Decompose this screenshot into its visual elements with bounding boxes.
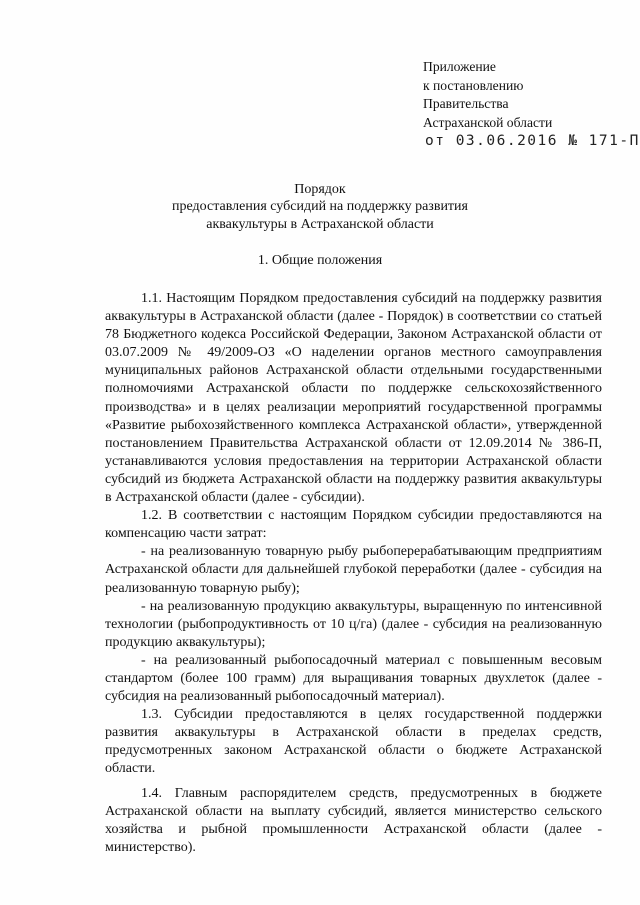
document-body <box>105 290 602 857</box>
paragraph-1-1: 1.1. Настоящим Порядком предоставления субсидий на поддержку развития аквакультуры в Астраханской области (далее - Порядок) в соответствии со статьей 78 Бюджетного кодекса Российской Федерации, Законом Астраханской области от 03.07.2009 № 49/2009-ОЗ «О наделении органов местного самоуправления муниципальных районов Астраханской области отдельными государственными полномочиями Астраханской области по поддержке сельскохозяйственного производства» и в целях реализации мероприятий государственной программы «Развитие рыбохозяйственного комплекса Астраханской области», утвержденной постановлением Правительства Астраханской области от 12.09.2014 № 386-П, устанавливаются условия предоставления на территории Астраханской области субсидий из бюджета Астраханской области на поддержку развития аквакультуры в Астраханской области (далее - субсидии). <box>105 291 602 506</box>
paragraph-1-4: 1.4. Главным распорядителем средств, предусмотренных в бюджете Астраханской области на выплату субсидий, является министерство сельского хозяйства и рыбной промышленности Астраханской области (далее - министерство). <box>105 785 602 855</box>
document-title: Порядок <box>294 182 346 197</box>
appendix-line: Правительства <box>423 96 509 112</box>
list-item: - на реализованную товарную рыбу рыбоперерабатывающим предприятиям Астраханской области для дальнейшей глубокой переработки (далее - субсидия на реализованную товарную рыбу); <box>105 544 602 596</box>
paragraph-1-3: 1.3. Субсидии предоставляются в целях государственной поддержки развития аквакультуры в Астраханской области в пределах средств, предусмотренных законом Астраханской области о бюджете Астраханской области. <box>105 707 602 777</box>
appendix-line: к постановлению <box>423 77 524 93</box>
list-item: - на реализованный рыбопосадочный материал с повышенным весовым стандартом (более 100 грамм) для выращивания товарных двухлеток (далее - субсидия на реализованный рыбопосадочный материал). <box>105 652 602 705</box>
paragraph-1-2: 1.2. В соответствии с настоящим Порядком субсидии предоставляются на компенсацию части затрат: <box>105 508 602 542</box>
appendix-header <box>423 58 552 132</box>
appendix-line: Приложение <box>423 59 496 74</box>
section-heading: 1. Общие положения <box>257 253 383 268</box>
date-number-stamp: от 03.06.2016 № 171-П <box>425 133 640 149</box>
appendix-line: Астраханской области <box>423 114 553 130</box>
document-subtitle: предоставления субсидий на поддержку развития <box>172 199 468 214</box>
document-subtitle: аквакультуры в Астраханской области <box>206 217 434 232</box>
list-item: - на реализованную продукцию аквакультуры, выращенную по интенсивной технологии (рыбопродуктивность от 10 ц/га) (далее - субсидия на реализованную продукцию аквакультуры); <box>105 598 602 650</box>
